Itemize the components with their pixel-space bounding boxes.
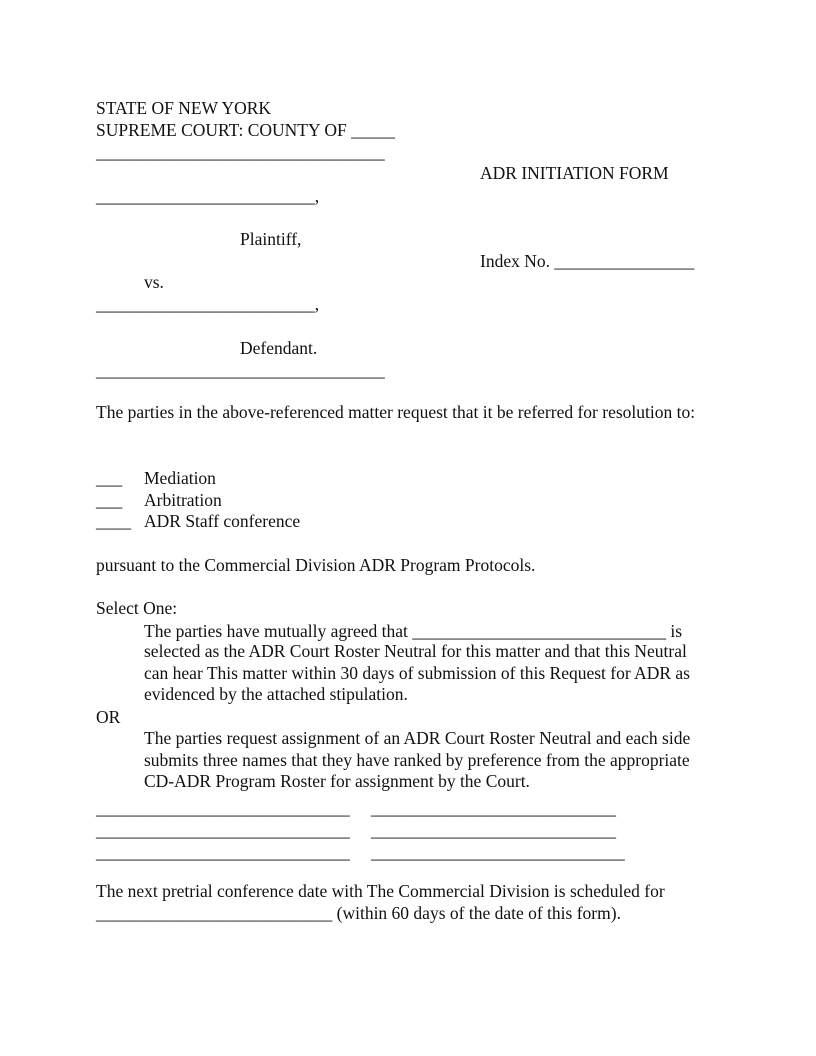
form-title: ADR INITIATION FORM [480,163,669,183]
agreed-neutral-line[interactable]: The parties have mutually agreed that _____________________________ is [144,621,683,641]
option-blank[interactable]: ___ [96,490,123,510]
conference-text: The next pretrial conference date with The Commercial Division is scheduled for [96,881,665,901]
index-number-field[interactable]: Index No. ________________ [480,251,695,271]
request-paragraph: The parties in the above-referenced matter request that it be referred for resolution to: [96,402,696,422]
plaintiff-label: Plaintiff, [240,229,302,249]
neutral-name-line[interactable]: _____________________________ [371,842,625,862]
pursuant-text: pursuant to the Commercial Division ADR Program Protocols. [96,555,536,575]
conference-date-line[interactable]: ___________________________ (within 60 days of the date of this form). [96,903,621,923]
neutral-name-line[interactable]: _____________________________ [96,842,350,862]
agreed-neutral-text: selected as the ADR Court Roster Neutral for this matter and that this Neutral can hear This matter within 30 days of submission of this Request for ADR as evidenced by the attached stipulation. [144,641,690,705]
or-label: OR [96,707,121,727]
neutral-name-line[interactable]: _____________________________ [96,798,350,818]
header-rule: _________________________________ [96,142,385,162]
neutral-name-line[interactable]: ____________________________ [371,798,616,818]
defendant-name-blank[interactable]: _________________________, [96,294,320,314]
versus-label: vs. [144,272,164,292]
state-line: STATE OF NEW YORK [96,98,272,118]
option-label: Mediation [144,468,216,488]
option-blank[interactable]: ___ [96,468,123,488]
select-one-label: Select One: [96,598,178,618]
plaintiff-name-blank[interactable]: _________________________, [96,186,320,206]
court-county-line: SUPREME COURT: COUNTY OF _____ [96,120,395,140]
neutral-name-line[interactable]: ____________________________ [371,820,616,840]
request-assignment-text: The parties request assignment of an ADR Court Roster Neutral and each side submits three names that they have ranked by preference from the appropriate CD-ADR Program Roster for assignment by the Court. [144,728,691,792]
option-label: Arbitration [144,490,222,510]
option-label: ADR Staff conference [144,511,301,531]
defendant-label: Defendant. [240,338,318,358]
option-blank[interactable]: ____ [96,511,131,531]
neutral-name-line[interactable]: _____________________________ [96,820,350,840]
caption-rule: _________________________________ [96,360,385,380]
